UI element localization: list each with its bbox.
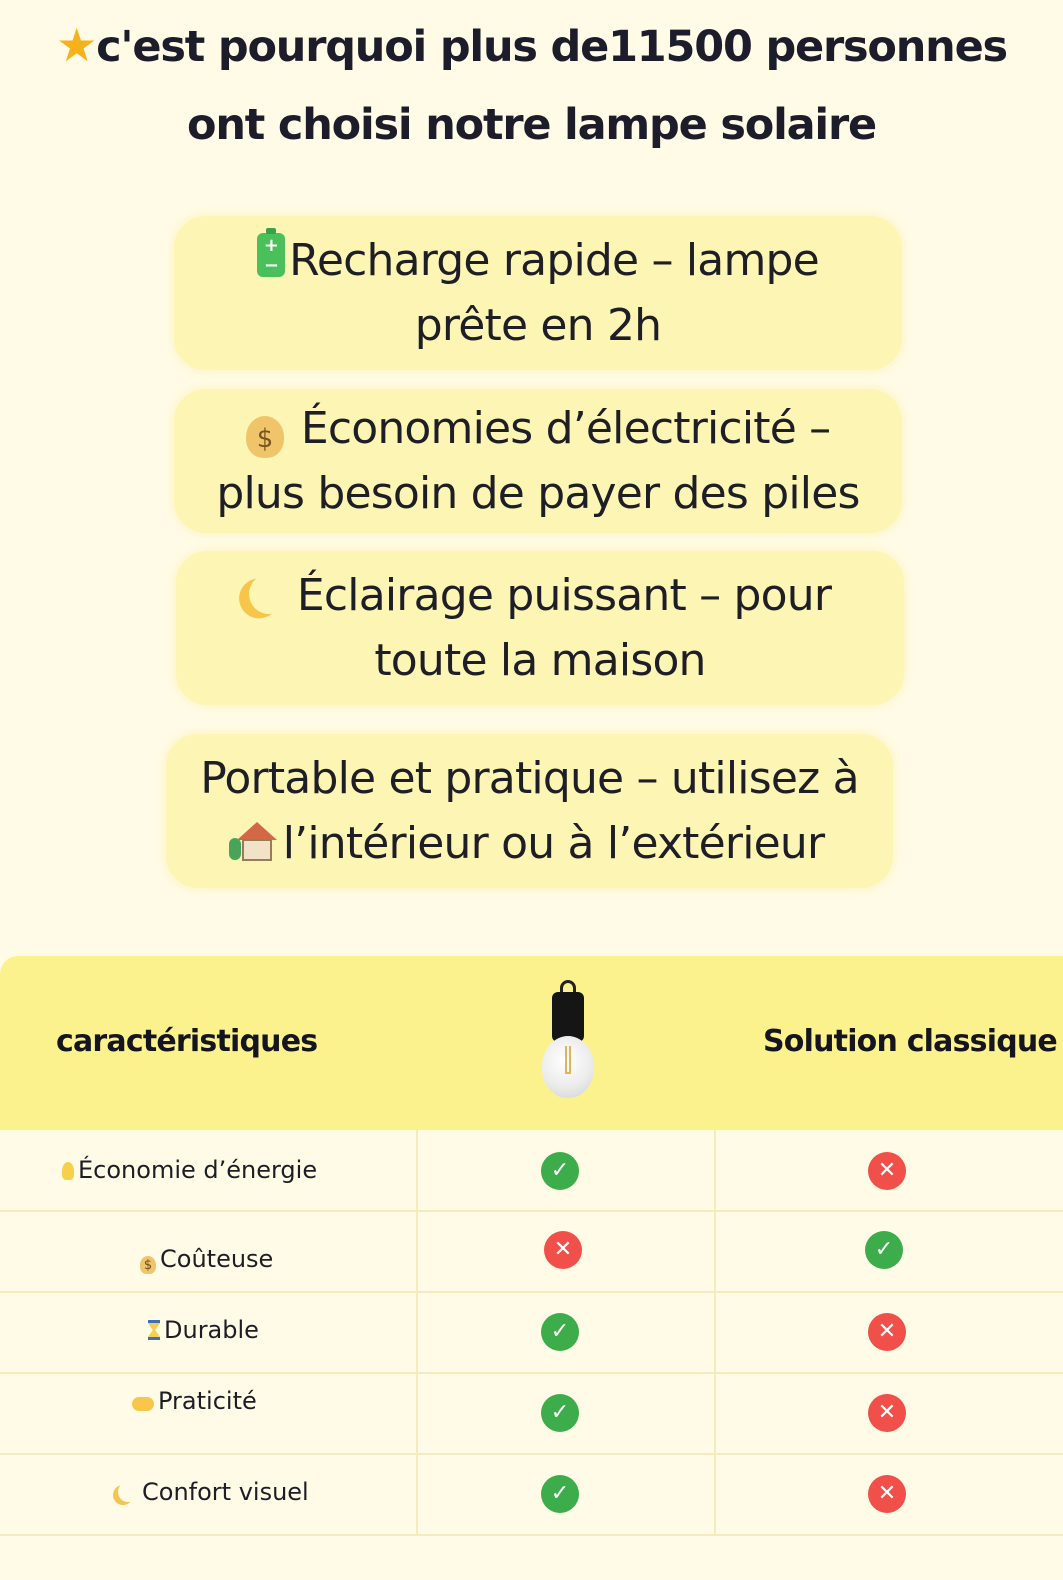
feature-line-2 <box>166 811 893 876</box>
check-icon: ✓ <box>541 1394 579 1432</box>
feature-card-recharge <box>174 216 902 370</box>
cross-icon: ✕ <box>868 1475 906 1513</box>
crescent-moon-icon <box>246 571 292 617</box>
table-row <box>0 1373 1063 1455</box>
cross-icon: ✕ <box>544 1231 582 1269</box>
table-row <box>0 1454 1063 1536</box>
header-characteristics: caractéristiques <box>56 1024 318 1059</box>
money-bag-icon: $ <box>246 416 284 458</box>
feature-line-2: plus besoin de payer des piles <box>216 468 860 519</box>
feature-text: Recharge rapide – lampe <box>289 235 819 286</box>
headline-line-2: ont choisi notre lampe solaire <box>187 100 876 150</box>
solar-lamp-image <box>538 980 598 1104</box>
header-classic-solution: Solution classique <box>763 1024 1057 1059</box>
feature-line-2: toute la maison <box>374 635 706 686</box>
feature-card-lighting <box>176 551 904 705</box>
battery-icon: + − <box>257 233 285 277</box>
row-label <box>132 1361 257 1441</box>
house-icon <box>235 822 279 862</box>
star-icon: ★ <box>56 18 97 72</box>
feature-line-1: Portable et pratique – utilisez à <box>200 753 859 804</box>
feature-line-1 <box>174 396 902 461</box>
crescent-moon-icon <box>118 1482 138 1502</box>
check-icon: ✓ <box>541 1475 579 1513</box>
row-label <box>118 1452 309 1532</box>
cross-icon: ✕ <box>868 1313 906 1351</box>
table-row <box>0 1130 1063 1212</box>
check-icon: ✓ <box>865 1231 903 1269</box>
light-bulb-icon <box>62 1162 74 1180</box>
row-label <box>140 1219 273 1299</box>
row-label-text: Coûteuse <box>160 1245 274 1273</box>
headline <box>0 6 1063 164</box>
feature-card-savings <box>174 389 902 533</box>
table-header <box>0 956 1063 1130</box>
row-label-text: Durable <box>164 1316 259 1344</box>
cross-icon: ✕ <box>868 1152 906 1190</box>
row-label <box>148 1290 259 1370</box>
cross-icon: ✕ <box>868 1394 906 1432</box>
feature-text: Éclairage puissant – pour <box>296 570 832 621</box>
row-label-text: Praticité <box>158 1387 257 1415</box>
money-bag-icon: $ <box>140 1256 156 1274</box>
headline-line-1 <box>0 6 1063 86</box>
feature-line-1 <box>176 563 904 628</box>
feature-text: l’intérieur ou à l’extérieur <box>282 818 825 869</box>
check-icon: ✓ <box>541 1152 579 1190</box>
row-label <box>62 1130 317 1210</box>
feature-line-2: prête en 2h <box>414 300 662 351</box>
feature-line-1 <box>174 228 902 293</box>
pointing-hand-icon <box>132 1397 154 1411</box>
row-label-text: Économie d’énergie <box>78 1156 318 1184</box>
check-icon: ✓ <box>541 1313 579 1351</box>
headline-text-1: c'est pourquoi plus de11500 personnes <box>96 22 1007 72</box>
row-label-text: Confort visuel <box>142 1478 309 1506</box>
hourglass-icon <box>148 1320 160 1340</box>
feature-text: Économies d’électricité – <box>300 403 831 454</box>
feature-card-portable <box>166 734 893 888</box>
table-row <box>0 1211 1063 1293</box>
